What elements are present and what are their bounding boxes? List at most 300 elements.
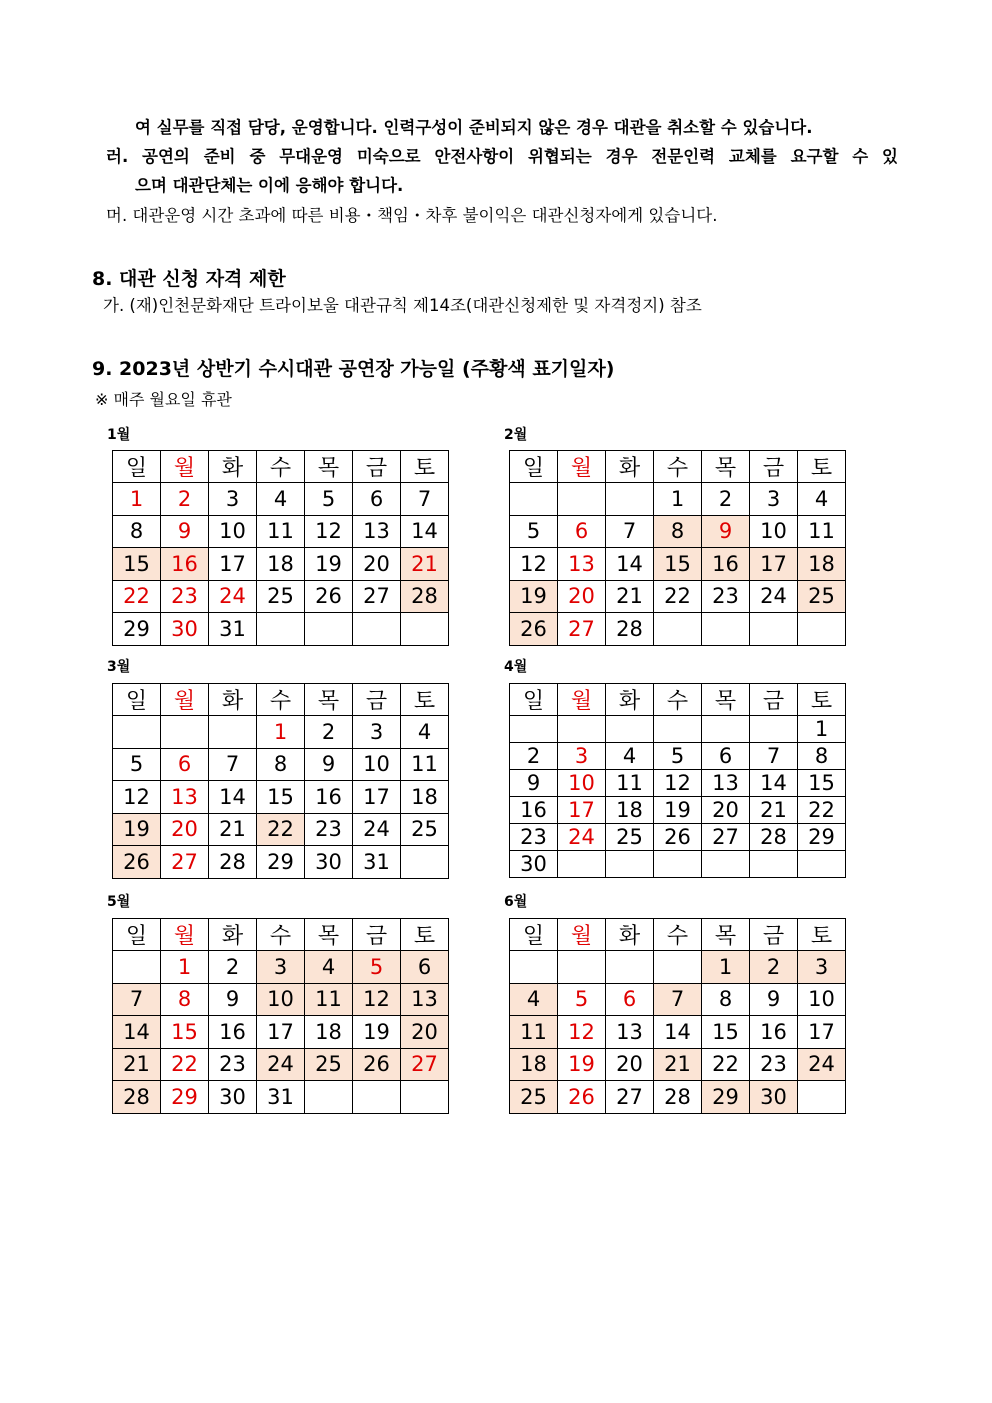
calendar-day: 9 — [209, 983, 257, 1016]
calendar-empty-cell — [558, 951, 606, 984]
calendar-day: 17 — [257, 1016, 305, 1049]
calendar-day: 29 — [257, 846, 305, 879]
calendar-day: 6 — [353, 483, 401, 516]
weekday-header: 금 — [750, 919, 798, 951]
calendar-day: 23 — [305, 813, 353, 846]
week-row — [113, 613, 449, 646]
calendar-day: 26 — [305, 580, 353, 613]
calendar-day: 7 — [750, 743, 798, 770]
calendar-day: 30 — [161, 613, 209, 646]
calendar-day: 15 — [798, 770, 846, 797]
calendar-empty-cell — [750, 613, 798, 646]
calendar-day: 1 — [654, 483, 702, 516]
calendar-day: 3 — [209, 483, 257, 516]
calendar-day: 29 — [702, 1081, 750, 1114]
calendar-day: 17 — [558, 797, 606, 824]
calendar-day: 21 — [750, 797, 798, 824]
calendar-empty-cell — [510, 716, 558, 743]
calendar-day: 6 — [401, 951, 449, 984]
calendar-day: 14 — [654, 1016, 702, 1049]
calendar-empty-cell — [209, 716, 257, 749]
calendar-day: 4 — [257, 483, 305, 516]
calendar-day: 27 — [606, 1081, 654, 1114]
calendar-day: 14 — [401, 515, 449, 548]
calendar-empty-cell — [798, 851, 846, 878]
weekday-header: 수 — [654, 451, 702, 483]
weekday-header: 월 — [161, 451, 209, 483]
calendar-day: 25 — [305, 1048, 353, 1081]
calendar-day: 19 — [113, 813, 161, 846]
calendar-day: 2 — [750, 951, 798, 984]
closure-note: ※ 매주 월요일 휴관 — [95, 390, 232, 409]
calendar-day: 2 — [209, 951, 257, 984]
weekday-header: 금 — [353, 451, 401, 483]
calendar-day: 11 — [798, 515, 846, 548]
week-row — [113, 580, 449, 613]
weekday-header-row — [113, 451, 449, 483]
calendar-day: 9 — [510, 770, 558, 797]
calendar-day: 18 — [798, 548, 846, 581]
calendar-empty-cell — [750, 851, 798, 878]
calendar-empty-cell — [798, 613, 846, 646]
calendar-day: 7 — [606, 515, 654, 548]
calendar-day: 9 — [305, 748, 353, 781]
week-row — [510, 743, 846, 770]
weekday-header: 일 — [113, 451, 161, 483]
calendar-empty-cell — [113, 716, 161, 749]
calendar-day: 2 — [510, 743, 558, 770]
calendar-day: 7 — [654, 983, 702, 1016]
calendar-day: 28 — [750, 824, 798, 851]
calendar-day: 24 — [750, 580, 798, 613]
calendar-day: 21 — [209, 813, 257, 846]
weekday-header: 월 — [558, 451, 606, 483]
calendar-day: 27 — [353, 580, 401, 613]
calendar-day: 11 — [305, 983, 353, 1016]
calendar-day: 17 — [750, 548, 798, 581]
calendar-day: 17 — [209, 548, 257, 581]
calendar-day: 20 — [606, 1048, 654, 1081]
week-row — [510, 824, 846, 851]
calendar-day: 22 — [161, 1048, 209, 1081]
calendar-day: 3 — [257, 951, 305, 984]
calendar-day: 12 — [510, 548, 558, 581]
month-label-jun: 6월 — [504, 894, 528, 910]
calendar-empty-cell — [798, 1081, 846, 1114]
calendar-empty-cell — [401, 613, 449, 646]
calendar-day: 10 — [209, 515, 257, 548]
calendar-day: 16 — [702, 548, 750, 581]
calendar-day: 31 — [257, 1081, 305, 1114]
calendar-empty-cell — [558, 483, 606, 516]
weekday-header: 목 — [305, 451, 353, 483]
calendar-day: 6 — [606, 983, 654, 1016]
calendar-day: 24 — [558, 824, 606, 851]
calendar-empty-cell — [654, 951, 702, 984]
calendar-day: 1 — [798, 716, 846, 743]
calendar-day: 26 — [654, 824, 702, 851]
calendar-day: 25 — [257, 580, 305, 613]
calendar-empty-cell — [654, 613, 702, 646]
weekday-header: 금 — [353, 684, 401, 716]
week-row — [113, 1081, 449, 1114]
calendar-day: 18 — [606, 797, 654, 824]
calendar-day: 24 — [353, 813, 401, 846]
weekday-header: 일 — [510, 684, 558, 716]
calendar-day: 11 — [510, 1016, 558, 1049]
calendar-day: 6 — [702, 743, 750, 770]
intro-line-2: 러. 공연의 준비 중 무대운영 미숙으로 안전사항이 위협되는 경우 전문인력 교체를 요구할 수 있 — [106, 147, 898, 166]
calendar-day: 10 — [257, 983, 305, 1016]
calendar-empty-cell — [257, 613, 305, 646]
calendar-day: 13 — [558, 548, 606, 581]
calendar-day: 18 — [305, 1016, 353, 1049]
weekday-header: 일 — [113, 684, 161, 716]
calendar-empty-cell — [558, 716, 606, 743]
calendar-empty-cell — [702, 851, 750, 878]
calendar-day: 30 — [750, 1081, 798, 1114]
calendar-empty-cell — [558, 851, 606, 878]
calendar-day: 31 — [353, 846, 401, 879]
weekday-header: 토 — [798, 684, 846, 716]
calendar-empty-cell — [654, 851, 702, 878]
calendar-day: 23 — [750, 1048, 798, 1081]
calendar-mar — [112, 683, 449, 879]
week-row — [510, 580, 846, 613]
calendar-day: 13 — [401, 983, 449, 1016]
weekday-header: 목 — [702, 919, 750, 951]
section-9-title: 9. 2023년 상반기 수시대관 공연장 가능일 (주황색 표기일자) — [92, 358, 615, 380]
weekday-header: 일 — [113, 919, 161, 951]
weekday-header: 수 — [654, 919, 702, 951]
calendar-jan — [112, 450, 449, 646]
calendar-day: 30 — [510, 851, 558, 878]
calendar-day: 23 — [510, 824, 558, 851]
section-8-item: 가. (재)인천문화재단 트라이보울 대관규칙 제14조(대관신청제한 및 자격정지) 참조 — [103, 296, 702, 315]
calendar-day: 8 — [798, 743, 846, 770]
week-row — [510, 797, 846, 824]
calendar-day: 15 — [161, 1016, 209, 1049]
calendar-day: 8 — [257, 748, 305, 781]
calendar-empty-cell — [654, 716, 702, 743]
week-row — [510, 613, 846, 646]
calendar-day: 29 — [113, 613, 161, 646]
weekday-header: 목 — [305, 919, 353, 951]
calendar-day: 16 — [209, 1016, 257, 1049]
weekday-header: 월 — [558, 684, 606, 716]
week-row — [510, 983, 846, 1016]
weekday-header: 토 — [401, 451, 449, 483]
calendar-day: 21 — [401, 548, 449, 581]
calendar-day: 28 — [113, 1081, 161, 1114]
calendar-empty-cell — [113, 951, 161, 984]
calendar-day: 14 — [606, 548, 654, 581]
calendar-day: 9 — [702, 515, 750, 548]
calendar-apr — [509, 683, 846, 878]
calendar-day: 16 — [750, 1016, 798, 1049]
weekday-header: 토 — [401, 919, 449, 951]
calendar-day: 18 — [401, 781, 449, 814]
calendar-day: 19 — [654, 797, 702, 824]
calendar-day: 26 — [113, 846, 161, 879]
weekday-header: 화 — [606, 451, 654, 483]
week-row — [510, 951, 846, 984]
calendar-day: 9 — [161, 515, 209, 548]
weekday-header: 일 — [510, 919, 558, 951]
calendar-day: 22 — [257, 813, 305, 846]
intro-line-3: 으며 대관단체는 이에 응해야 합니다. — [135, 176, 404, 195]
week-row — [113, 548, 449, 581]
section-8-title: 8. 대관 신청 자격 제한 — [92, 268, 286, 290]
weekday-header: 수 — [257, 451, 305, 483]
calendar-day: 13 — [606, 1016, 654, 1049]
calendar-day: 8 — [654, 515, 702, 548]
calendar-day: 12 — [305, 515, 353, 548]
weekday-header: 목 — [702, 451, 750, 483]
calendar-day: 3 — [353, 716, 401, 749]
calendar-empty-cell — [606, 483, 654, 516]
calendar-empty-cell — [606, 951, 654, 984]
intro-line-1: 여 실무를 직접 담당, 운영합니다. 인력구성이 준비되지 않은 경우 대관을 취소할 수 있습니다. — [135, 118, 813, 137]
calendar-day: 22 — [702, 1048, 750, 1081]
calendar-day: 28 — [209, 846, 257, 879]
calendar-day: 3 — [750, 483, 798, 516]
calendar-day: 16 — [510, 797, 558, 824]
calendar-day: 5 — [510, 515, 558, 548]
calendar-day: 24 — [257, 1048, 305, 1081]
week-row — [113, 748, 449, 781]
calendar-day: 30 — [305, 846, 353, 879]
calendar-day: 27 — [558, 613, 606, 646]
calendar-day: 3 — [798, 951, 846, 984]
calendar-empty-cell — [750, 716, 798, 743]
calendar-day: 20 — [353, 548, 401, 581]
week-row — [113, 515, 449, 548]
week-row — [113, 983, 449, 1016]
week-row — [113, 781, 449, 814]
calendar-day: 10 — [798, 983, 846, 1016]
weekday-header-row — [113, 919, 449, 951]
calendar-day: 19 — [558, 1048, 606, 1081]
calendar-day: 28 — [606, 613, 654, 646]
calendar-day: 3 — [558, 743, 606, 770]
calendar-day: 24 — [209, 580, 257, 613]
calendar-empty-cell — [305, 613, 353, 646]
calendar-day: 26 — [510, 613, 558, 646]
calendar-day: 11 — [606, 770, 654, 797]
calendar-day: 16 — [305, 781, 353, 814]
calendar-day: 5 — [353, 951, 401, 984]
calendar-day: 20 — [161, 813, 209, 846]
weekday-header: 금 — [353, 919, 401, 951]
calendar-day: 27 — [401, 1048, 449, 1081]
calendar-day: 13 — [702, 770, 750, 797]
calendar-day: 8 — [113, 515, 161, 548]
calendar-day: 25 — [606, 824, 654, 851]
calendar-day: 12 — [113, 781, 161, 814]
weekday-header: 화 — [209, 919, 257, 951]
calendar-day: 10 — [353, 748, 401, 781]
calendar-feb — [509, 450, 846, 646]
calendar-day: 18 — [510, 1048, 558, 1081]
calendar-empty-cell — [353, 613, 401, 646]
calendar-day: 1 — [113, 483, 161, 516]
calendar-day: 30 — [209, 1081, 257, 1114]
calendar-day: 15 — [257, 781, 305, 814]
weekday-header-row — [510, 919, 846, 951]
calendar-day: 21 — [113, 1048, 161, 1081]
calendar-day: 17 — [353, 781, 401, 814]
calendar-empty-cell — [510, 951, 558, 984]
calendar-day: 4 — [305, 951, 353, 984]
weekday-header: 월 — [161, 919, 209, 951]
calendar-day: 2 — [305, 716, 353, 749]
weekday-header: 월 — [558, 919, 606, 951]
weekday-header: 화 — [209, 451, 257, 483]
calendar-day: 31 — [209, 613, 257, 646]
calendar-day: 12 — [558, 1016, 606, 1049]
calendar-day: 4 — [798, 483, 846, 516]
calendar-day: 9 — [750, 983, 798, 1016]
calendar-day: 19 — [353, 1016, 401, 1049]
calendar-day: 1 — [257, 716, 305, 749]
calendar-day: 2 — [161, 483, 209, 516]
week-row — [113, 846, 449, 879]
calendar-day: 21 — [654, 1048, 702, 1081]
calendar-day: 14 — [209, 781, 257, 814]
calendar-day: 11 — [257, 515, 305, 548]
weekday-header-row — [113, 684, 449, 716]
intro-line-4: 머. 대관운영 시간 초과에 따른 비용・책임・차후 불이익은 대관신청자에게 있습니다. — [106, 206, 718, 225]
calendar-empty-cell — [401, 846, 449, 879]
calendar-day: 6 — [161, 748, 209, 781]
calendar-empty-cell — [161, 716, 209, 749]
calendar-day: 8 — [702, 983, 750, 1016]
week-row — [510, 548, 846, 581]
calendar-day: 25 — [798, 580, 846, 613]
calendar-day: 10 — [558, 770, 606, 797]
calendar-day: 1 — [702, 951, 750, 984]
calendar-day: 20 — [702, 797, 750, 824]
calendar-day: 12 — [654, 770, 702, 797]
calendar-day: 1 — [161, 951, 209, 984]
calendar-day: 5 — [113, 748, 161, 781]
week-row — [510, 1081, 846, 1114]
calendar-empty-cell — [353, 1081, 401, 1114]
calendar-day: 15 — [113, 548, 161, 581]
month-label-jan: 1월 — [107, 427, 131, 443]
month-label-apr: 4월 — [504, 659, 528, 675]
calendar-day: 25 — [510, 1081, 558, 1114]
month-label-feb: 2월 — [504, 427, 528, 443]
calendar-day: 23 — [209, 1048, 257, 1081]
weekday-header: 수 — [257, 919, 305, 951]
calendar-day: 27 — [161, 846, 209, 879]
calendar-day: 29 — [161, 1081, 209, 1114]
calendar-day: 25 — [401, 813, 449, 846]
weekday-header: 화 — [209, 684, 257, 716]
calendar-day: 14 — [750, 770, 798, 797]
weekday-header: 화 — [606, 684, 654, 716]
calendar-day: 15 — [654, 548, 702, 581]
calendar-day: 4 — [510, 983, 558, 1016]
calendar-day: 23 — [161, 580, 209, 613]
calendar-day: 28 — [654, 1081, 702, 1114]
weekday-header: 목 — [702, 684, 750, 716]
month-label-may: 5월 — [107, 894, 131, 910]
weekday-header-row — [510, 684, 846, 716]
weekday-header: 토 — [401, 684, 449, 716]
calendar-day: 2 — [702, 483, 750, 516]
calendar-day: 26 — [558, 1081, 606, 1114]
week-row — [113, 716, 449, 749]
calendar-day: 5 — [305, 483, 353, 516]
weekday-header-row — [510, 451, 846, 483]
week-row — [510, 1048, 846, 1081]
calendar-day: 20 — [401, 1016, 449, 1049]
calendar-day: 19 — [305, 548, 353, 581]
calendar-empty-cell — [401, 1081, 449, 1114]
week-row — [113, 951, 449, 984]
weekday-header: 화 — [606, 919, 654, 951]
week-row — [113, 1048, 449, 1081]
week-row — [510, 1016, 846, 1049]
weekday-header: 토 — [798, 919, 846, 951]
calendar-day: 29 — [798, 824, 846, 851]
calendar-day: 21 — [606, 580, 654, 613]
calendar-day: 16 — [161, 548, 209, 581]
calendar-empty-cell — [606, 716, 654, 743]
calendar-day: 15 — [702, 1016, 750, 1049]
week-row — [510, 851, 846, 878]
calendar-may — [112, 918, 449, 1114]
calendar-day: 7 — [113, 983, 161, 1016]
weekday-header: 금 — [750, 451, 798, 483]
calendar-day: 24 — [798, 1048, 846, 1081]
calendar-day: 19 — [510, 580, 558, 613]
calendar-day: 23 — [702, 580, 750, 613]
calendar-empty-cell — [305, 1081, 353, 1114]
calendar-day: 28 — [401, 580, 449, 613]
calendar-day: 14 — [113, 1016, 161, 1049]
calendar-day: 13 — [353, 515, 401, 548]
calendar-day: 8 — [161, 983, 209, 1016]
calendar-day: 10 — [750, 515, 798, 548]
week-row — [510, 515, 846, 548]
calendar-jun — [509, 918, 846, 1114]
calendar-day: 22 — [798, 797, 846, 824]
calendar-day: 5 — [558, 983, 606, 1016]
calendar-day: 18 — [257, 548, 305, 581]
week-row — [113, 1016, 449, 1049]
week-row — [510, 770, 846, 797]
weekday-header: 금 — [750, 684, 798, 716]
calendar-empty-cell — [606, 851, 654, 878]
calendar-empty-cell — [510, 483, 558, 516]
calendar-day: 22 — [113, 580, 161, 613]
calendar-day: 7 — [401, 483, 449, 516]
calendar-day: 22 — [654, 580, 702, 613]
weekday-header: 월 — [161, 684, 209, 716]
weekday-header: 토 — [798, 451, 846, 483]
weekday-header: 목 — [305, 684, 353, 716]
weekday-header: 수 — [654, 684, 702, 716]
calendar-day: 13 — [161, 781, 209, 814]
calendar-day: 12 — [353, 983, 401, 1016]
calendar-day: 26 — [353, 1048, 401, 1081]
calendar-day: 17 — [798, 1016, 846, 1049]
calendar-day: 11 — [401, 748, 449, 781]
